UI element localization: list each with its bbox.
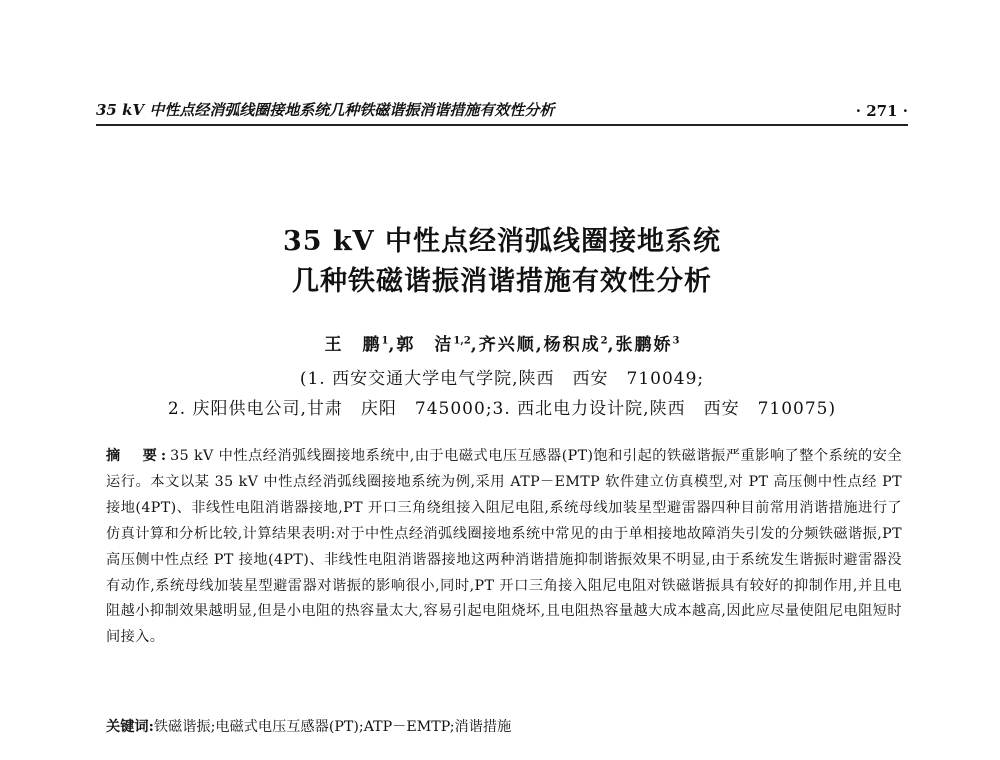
author-name: 郭 洁 xyxy=(396,335,454,355)
keywords-text: 铁磁谐振;电磁式电压互感器(PT);ATP－EMTP;消谐措施 xyxy=(153,719,512,735)
title-line-2: 几种铁磁谐振消谐措施有效性分析 xyxy=(292,266,712,297)
author-list: 王 鹏$^1$,郭 洁$^{1,2}$,齐兴顺,杨积成$^2$,张鹏娇$^3$ xyxy=(324,335,680,355)
title-line-1: 35 kV 中性点经消弧线圈接地系统 xyxy=(282,226,722,257)
author-affiliation-mark: 3 xyxy=(672,335,680,347)
affiliation-line-1: (1. 西安交通大学电气学院,陕西 西安 710049; xyxy=(299,369,705,389)
abstract-label: 摘 要: xyxy=(106,448,171,464)
paper-title xyxy=(96,222,908,302)
affiliation-line-2: 2. 庆阳供电公司,甘肃 庆阳 745000;3. 西北电力设计院,陕西 西安 710075) xyxy=(167,399,837,419)
author-affiliation-mark: 2 xyxy=(600,335,608,347)
author-name: 杨积成 xyxy=(543,335,601,355)
keywords xyxy=(106,715,902,739)
keywords-label: 关键词: xyxy=(106,719,154,735)
author-name: 齐兴顺 xyxy=(478,335,536,355)
author-name: 张鹏娇 xyxy=(615,335,673,355)
author-affiliation-mark: 1 xyxy=(381,335,389,347)
running-header xyxy=(96,96,908,126)
page-number: · 271 · xyxy=(855,102,908,120)
abstract xyxy=(106,444,902,651)
running-title: 35 kV 中性点经消弧线圈接地系统几种铁磁谐振消谐措施有效性分析 xyxy=(96,101,555,119)
author-affiliation-mark: 1,2 xyxy=(453,335,471,347)
author-name: 王 鹏 xyxy=(324,335,382,355)
abstract-text: 35 kV 中性点经消弧线圈接地系统中,由于电磁式电压互感器(PT)饱和引起的铁磁谐振严重影响了整个系统的安全运行。本文以某 35 kV 中性点经消弧线圈接地系统为例,采用 ATP－EMTP 软件建立仿真模型,对 PT 高压侧中性点经 PT 接地(4PT)、非线性电阻消谐器接地,PT 开口三角绕组接入阻尼电阻,系统母线加装星型避雷器四种目前常用消谐措施进行了仿真计算和分析比较,计算结果表明:对于中性点经消弧线圈接地系统中常见的由于单相接地故障消失引发的分频铁磁谐振,PT 高压侧中性点经 PT 接地(4PT)、非线性电阻消谐器接地这两种消谐措施抑制谐振效果不明显,由于系统发生谐振时避雷器没有动作,系统母线加装星型避雷器对谐振的影响很小,同时,PT 开口三角接入阻尼电阻对铁磁谐振具有较好的抑制作用,并且电阻越小抑制效果越明显,但是小电阻的热容量太大,容易引起电阻烧坏,且电阻热容量越大成本越高,因此应尽量使阻尼电阻短时间接入。 xyxy=(106,448,902,646)
